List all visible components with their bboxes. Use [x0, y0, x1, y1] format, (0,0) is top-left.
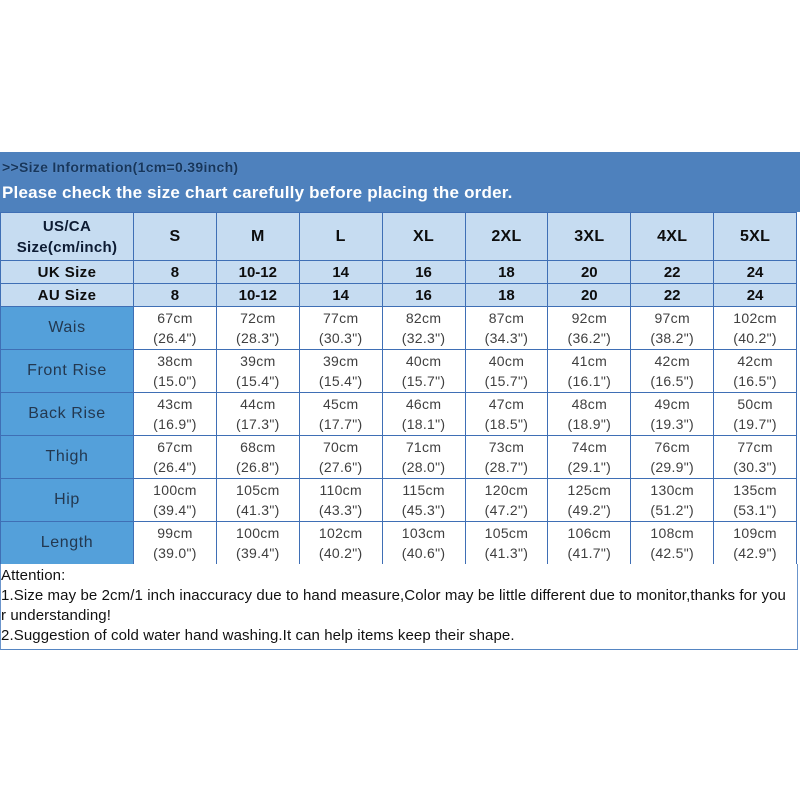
measurement-label: Front Rise [1, 350, 134, 393]
inch-value: (41.7") [567, 545, 612, 561]
measurement-cell [382, 522, 465, 565]
banner-subtitle: Please check the size chart carefully before placing the order. [2, 183, 513, 202]
cm-value: 110cm [319, 482, 362, 498]
inch-value: (29.9") [650, 459, 695, 475]
inch-value: (47.2") [484, 502, 529, 518]
inch-value: (28.3") [235, 330, 280, 346]
column-header-5xl: 5XL [714, 213, 797, 261]
cm-value: 45cm [322, 396, 359, 412]
measurement-cell [714, 479, 797, 522]
cm-value: 77cm [737, 439, 773, 455]
cm-value: 68cm [240, 439, 276, 455]
measurement-cell [216, 436, 299, 479]
measurement-cell [216, 522, 299, 565]
measurement-label: Length [1, 522, 134, 565]
inch-value: (17.7") [318, 416, 363, 432]
measurement-cell [631, 522, 714, 565]
inch-value: (27.6") [318, 459, 363, 475]
au-size-row-value: 22 [631, 284, 714, 307]
attention-line: r understanding! [1, 607, 112, 624]
cm-value: 97cm [654, 310, 690, 326]
inch-value: (30.3") [318, 330, 363, 346]
measurement-row [1, 436, 797, 479]
inch-value: (41.3") [484, 545, 529, 561]
inch-value: (38.2") [650, 330, 695, 346]
inch-value: (16.1") [567, 373, 612, 389]
cm-value: 99cm [157, 525, 193, 541]
measurement-cell [465, 522, 548, 565]
inch-value: (26.4") [153, 330, 197, 346]
cm-value: 50cm [737, 396, 773, 412]
measurement-row [1, 307, 797, 350]
inch-value: (18.1") [401, 416, 446, 432]
cm-value: 82cm [405, 310, 442, 326]
measurement-cell [134, 350, 217, 393]
inch-value: (30.3") [733, 459, 777, 475]
measurement-cell [714, 393, 797, 436]
cm-value: 44cm [240, 396, 276, 412]
measurement-cell [216, 350, 299, 393]
measurement-cell [134, 436, 217, 479]
measurement-cell [631, 436, 714, 479]
uk-size-row-value: 14 [299, 261, 382, 284]
inch-value: (43.3") [318, 502, 363, 518]
measurement-cell [299, 522, 382, 565]
cm-value: 115cm [402, 482, 445, 498]
measurement-cell [134, 393, 217, 436]
measurement-cell [465, 436, 548, 479]
measurement-cell [134, 479, 217, 522]
uk-size-row-value: 18 [465, 261, 548, 284]
cm-value: 46cm [405, 396, 442, 412]
cm-value: 47cm [488, 396, 525, 412]
measurement-cell [714, 350, 797, 393]
measurement-cell [299, 436, 382, 479]
column-header-2xl: 2XL [465, 213, 548, 261]
inch-value: (28.7") [484, 459, 529, 475]
cm-value: 105cm [484, 525, 529, 541]
cm-value: 42cm [654, 353, 690, 369]
inch-value: (15.7") [484, 373, 529, 389]
attention-line: 1.Size may be 2cm/1 inch inaccuracy due to hand measure,Color may be little different due to monitor,thanks for you [1, 587, 786, 604]
inch-value: (41.3") [235, 502, 280, 518]
measurement-cell [631, 350, 714, 393]
table-header-row [1, 213, 797, 261]
cm-value: 102cm [733, 310, 777, 326]
inch-value: (32.3") [401, 330, 446, 346]
column-header-l: L [299, 213, 382, 261]
measurement-cell [465, 393, 548, 436]
attention-line: Attention: [1, 567, 66, 584]
cm-value: 102cm [318, 525, 363, 541]
cm-value: 43cm [157, 396, 193, 412]
inch-value: (42.5") [650, 545, 695, 561]
au-size-row [1, 284, 797, 307]
cm-value: 71cm [405, 439, 442, 455]
corner-label-line1: US/CA [42, 217, 92, 235]
measurement-label: Thigh [1, 436, 134, 479]
uk-size-row-value: 22 [631, 261, 714, 284]
measurement-cell [465, 307, 548, 350]
inch-value: (17.3") [235, 416, 280, 432]
cm-value: 135cm [733, 482, 777, 498]
uk-size-row-value: 10-12 [216, 261, 299, 284]
measurement-cell [299, 307, 382, 350]
measurement-cell [382, 307, 465, 350]
inch-value: (15.4") [235, 373, 280, 389]
cm-value: 67cm [157, 439, 193, 455]
measurement-cell [631, 479, 714, 522]
measurement-cell [548, 350, 631, 393]
measurement-cell [299, 393, 382, 436]
au-size-row-value: 20 [548, 284, 631, 307]
au-size-row-value: 24 [714, 284, 797, 307]
inch-value: (51.2") [650, 502, 695, 518]
measurement-row [1, 393, 797, 436]
cm-value: 76cm [654, 439, 690, 455]
inch-value: (42.9") [733, 545, 777, 561]
cm-value: 109cm [733, 525, 777, 541]
au-size-row-value: 8 [134, 284, 217, 307]
cm-value: 70cm [322, 439, 359, 455]
uk-size-row-label: UK Size [1, 261, 134, 284]
measurement-cell [548, 522, 631, 565]
uk-size-row-value: 24 [714, 261, 797, 284]
column-header-4xl: 4XL [631, 213, 714, 261]
inch-value: (45.3") [401, 502, 446, 518]
inch-value: (34.3") [484, 330, 529, 346]
measurement-row [1, 479, 797, 522]
inch-value: (18.5") [484, 416, 529, 432]
inch-value: (15.4") [318, 373, 363, 389]
cm-value: 100cm [236, 525, 280, 541]
inch-value: (49.2") [567, 502, 612, 518]
corner-label-line2: Size(cm/inch) [16, 238, 118, 256]
measurement-cell [548, 479, 631, 522]
column-header-m: M [216, 213, 299, 261]
cm-value: 73cm [488, 439, 525, 455]
measurement-cell [216, 479, 299, 522]
attention-line: 2.Suggestion of cold water hand washing.It can help items keep their shape. [1, 627, 515, 644]
cm-value: 38cm [157, 353, 193, 369]
cm-value: 74cm [571, 439, 608, 455]
cm-value: 67cm [157, 310, 193, 326]
cm-value: 40cm [488, 353, 525, 369]
measurement-cell [465, 350, 548, 393]
au-size-row-value: 14 [299, 284, 382, 307]
cm-value: 48cm [571, 396, 608, 412]
column-header-3xl: 3XL [548, 213, 631, 261]
inch-value: (16.5") [650, 373, 695, 389]
inch-value: (18.9") [567, 416, 612, 432]
inch-value: (53.1") [733, 502, 777, 518]
cm-value: 103cm [401, 525, 446, 541]
measurement-cell [548, 307, 631, 350]
measurement-cell [382, 350, 465, 393]
size-info-banner [0, 152, 800, 212]
inch-value: (36.2") [567, 330, 612, 346]
measurement-cell [631, 307, 714, 350]
measurement-label: Hip [1, 479, 134, 522]
corner-header [1, 213, 134, 261]
measurement-cell [548, 393, 631, 436]
inch-value: (16.9") [153, 416, 197, 432]
inch-value: (15.0") [153, 373, 197, 389]
measurement-cell [382, 479, 465, 522]
cm-value: 72cm [240, 310, 276, 326]
measurement-row [1, 522, 797, 565]
uk-size-row-value: 8 [134, 261, 217, 284]
inch-value: (16.5") [733, 373, 777, 389]
au-size-row-value: 16 [382, 284, 465, 307]
inch-value: (19.3") [650, 416, 695, 432]
cm-value: 106cm [567, 525, 612, 541]
inch-value: (15.7") [401, 373, 446, 389]
cm-value: 49cm [654, 396, 690, 412]
measurement-cell [134, 307, 217, 350]
measurement-cell [382, 393, 465, 436]
measurement-cell [299, 479, 382, 522]
inch-value: (26.8") [235, 459, 280, 475]
column-header-s: S [134, 213, 217, 261]
cm-value: 40cm [405, 353, 442, 369]
measurement-row [1, 350, 797, 393]
cm-value: 130cm [650, 482, 694, 498]
measurement-cell [216, 393, 299, 436]
cm-value: 87cm [488, 310, 525, 326]
cm-value: 77cm [322, 310, 359, 326]
inch-value: (40.2") [318, 545, 363, 561]
cm-value: 39cm [322, 353, 359, 369]
uk-size-row-value: 20 [548, 261, 631, 284]
cm-value: 92cm [571, 310, 608, 326]
measurement-cell [631, 393, 714, 436]
cm-value: 105cm [236, 482, 280, 498]
measurement-cell [299, 350, 382, 393]
measurement-cell [465, 479, 548, 522]
measurement-cell [134, 522, 217, 565]
inch-value: (39.4") [153, 502, 197, 518]
cm-value: 42cm [737, 353, 773, 369]
size-table [0, 212, 797, 565]
measurement-cell [714, 436, 797, 479]
cm-value: 39cm [240, 353, 276, 369]
measurement-cell [216, 307, 299, 350]
uk-size-row [1, 261, 797, 284]
measurement-label: Back Rise [1, 393, 134, 436]
au-size-row-value: 10-12 [216, 284, 299, 307]
measurement-cell [714, 307, 797, 350]
cm-value: 125cm [567, 482, 612, 498]
attention-note [0, 564, 798, 650]
measurement-cell [382, 436, 465, 479]
measurement-cell [714, 522, 797, 565]
inch-value: (19.7") [733, 416, 777, 432]
uk-size-row-value: 16 [382, 261, 465, 284]
au-size-row-value: 18 [465, 284, 548, 307]
au-size-row-label: AU Size [1, 284, 134, 307]
column-header-xl: XL [382, 213, 465, 261]
inch-value: (29.1") [567, 459, 612, 475]
measurement-cell [548, 436, 631, 479]
cm-value: 108cm [650, 525, 694, 541]
cm-value: 120cm [484, 482, 529, 498]
inch-value: (40.2") [733, 330, 777, 346]
inch-value: (39.4") [235, 545, 280, 561]
inch-value: (28.0") [401, 459, 446, 475]
inch-value: (40.6") [401, 545, 446, 561]
measurement-label: Wais [1, 307, 134, 350]
cm-value: 100cm [153, 482, 197, 498]
inch-value: (26.4") [153, 459, 197, 475]
cm-value: 41cm [571, 353, 608, 369]
banner-title: >>Size Information(1cm=0.39inch) [2, 159, 239, 175]
inch-value: (39.0") [153, 545, 197, 561]
